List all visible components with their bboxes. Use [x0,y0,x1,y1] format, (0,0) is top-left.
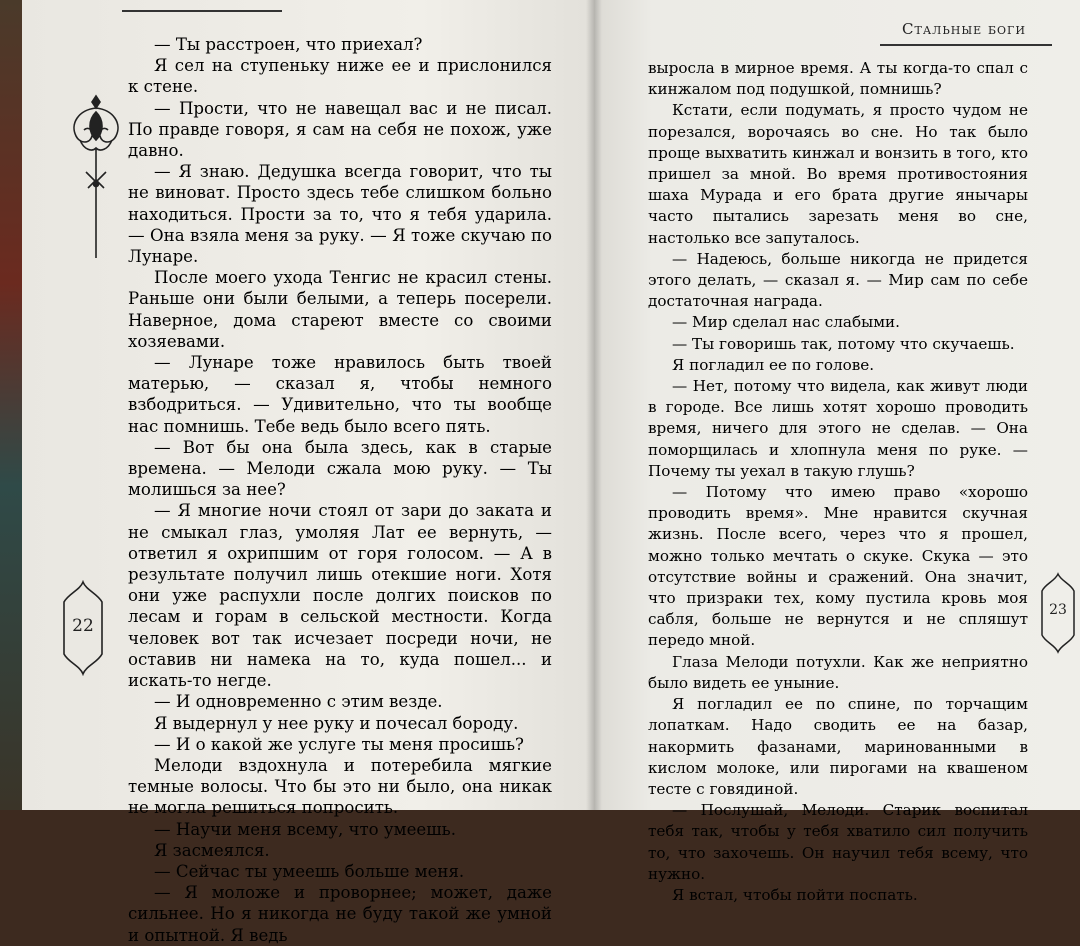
right-header-rule [880,44,1052,46]
paragraph: — Мир сделал нас слабыми. [672,313,900,332]
running-title: Стальные боги [902,20,1026,38]
paragraph: — И одновременно с этим везде. [154,692,443,712]
paragraph: — Я многие ночи стоял от зари до заката и не смыкал глаз, умоляя Лат ее вернуть, — ответил я охрипшим от горя голосом. — А в результате получил лишь отекшие ноги. Хотя они уже распухли после долгих поисков по лесам и горам в сельской местности. Когда человек вот так исчезает посреди ночи, не оставив ни намека на то, куда пошел... и искать-то негде. [128,501,552,691]
paragraph: — Я моложе и проворнее; может, даже сильнее. Но я никогда не буду такой же умной и опытной. Я ведь [128,883,552,945]
paragraph: Я выдернул у нее руку и почесал бороду. [154,713,519,733]
paragraph: Глаза Мелоди потухли. Как же неприятно было видеть ее уныние. [648,652,1028,692]
page-number-right [1038,572,1078,654]
right-page-text [648,58,1028,906]
paragraph: — Ты говоришь так, потому что скучаешь. [672,334,1015,353]
paragraph: Я засмеялся. [154,840,270,860]
floral-ornament-icon [66,92,126,262]
paragraph: Мелоди вздохнула и потеребила мягкие темные волосы. Что бы это ни было, она никак не могла решиться попросить. [128,755,552,818]
paragraph: — Научи меня всему, что умеешь. [154,819,456,839]
paragraph: — Прости, что не навещал вас и не писал. По правде говоря, я сам на себя не похож, уже давно. [128,98,552,161]
paragraph: — Потому что имею право «хорошо проводить время». Мне нравится скучная жизнь. После всего, через что я прошел, можно только мечтать о скуке. Скука — это отсутствие войны и сражений. Она значит, что призраки тех, кому пустила кровь моя сабля, больше не вернутся и не спляшут передо мной. [648,483,1028,650]
page-number-left-label: 22 [72,616,94,636]
paragraph-continuation: выросла в мирное время. А ты когда-то спал с кинжалом под подушкой, помнишь? [648,59,1028,99]
paragraph: — Послушай, Мелоди. Старик воспитал тебя так, чтобы у тебя хватило сил получить то, что захочешь. Он научил тебя всему, что нужно. [648,801,1028,883]
left-header-rule [122,10,282,12]
page-number-left [60,580,106,676]
book-spine-shadow [586,0,602,810]
paragraph: Я погладил ее по спине, по торчащим лопаткам. Надо сводить ее на базар, накормить фазанами, маринованными в кислом молоке, или пирогами на квашеном тесте с говядиной. [648,695,1028,798]
page-number-right-label: 23 [1049,602,1067,618]
paragraph: — Я знаю. Дедушка всегда говорит, что ты не виноват. Просто здесь тебе слишком больно находиться. Прости за то, что я тебя ударила. — Она взяла меня за руку. — Я тоже скучаю по Лунаре. [128,162,552,267]
paragraph: Я погладил ее по голове. [672,355,875,374]
paragraph: — Вот бы она была здесь, как в старые времена. — Мелоди сжала мою руку. — Ты молишься за нее? [128,437,552,500]
paragraph: — Нет, потому что видела, как живут люди в городе. Все лишь хотят хорошо проводить время, ничего для этого не сделав. — Она поморщилась и хлопнула меня по руке. — Почему ты уехал в такую глушь? [648,377,1028,480]
paragraph: — Ты расстроен, что приехал? [154,35,423,54]
paragraph: — Лунаре тоже нравилось быть твоей матерью, — сказал я, чтобы немного взбодриться. — Удивительно, что ты вообще нас помнишь. Тебе ведь было всего пять. [128,353,552,436]
paragraph: Я встал, чтобы пойти поспать. [672,885,918,904]
paragraph: — И о какой же услуге ты меня просишь? [154,734,524,754]
paragraph: После моего ухода Тенгис не красил стены. Раньше они были белыми, а теперь посерели. Наверное, дома стареют вместе со своими хозяевами. [128,268,552,351]
paragraph: — Сейчас ты умеешь больше меня. [154,861,465,881]
paragraph: Я сел на ступеньку ниже ее и прислонился к стене. [128,56,552,97]
paragraph: — Надеюсь, больше никогда не придется этого делать, — сказал я. — Мир сам по себе достаточная награда. [648,249,1028,311]
left-page-text [128,34,552,946]
paragraph: Кстати, если подумать, я просто чудом не порезался, ворочаясь во сне. Но так было проще выхватить кинжал и вонзить в того, кто пришел за мной. Во время противостояния шаха Мурада и его брата другие янычары часто пытались зарезать меня во сне, настолько все запуталось. [648,101,1028,247]
